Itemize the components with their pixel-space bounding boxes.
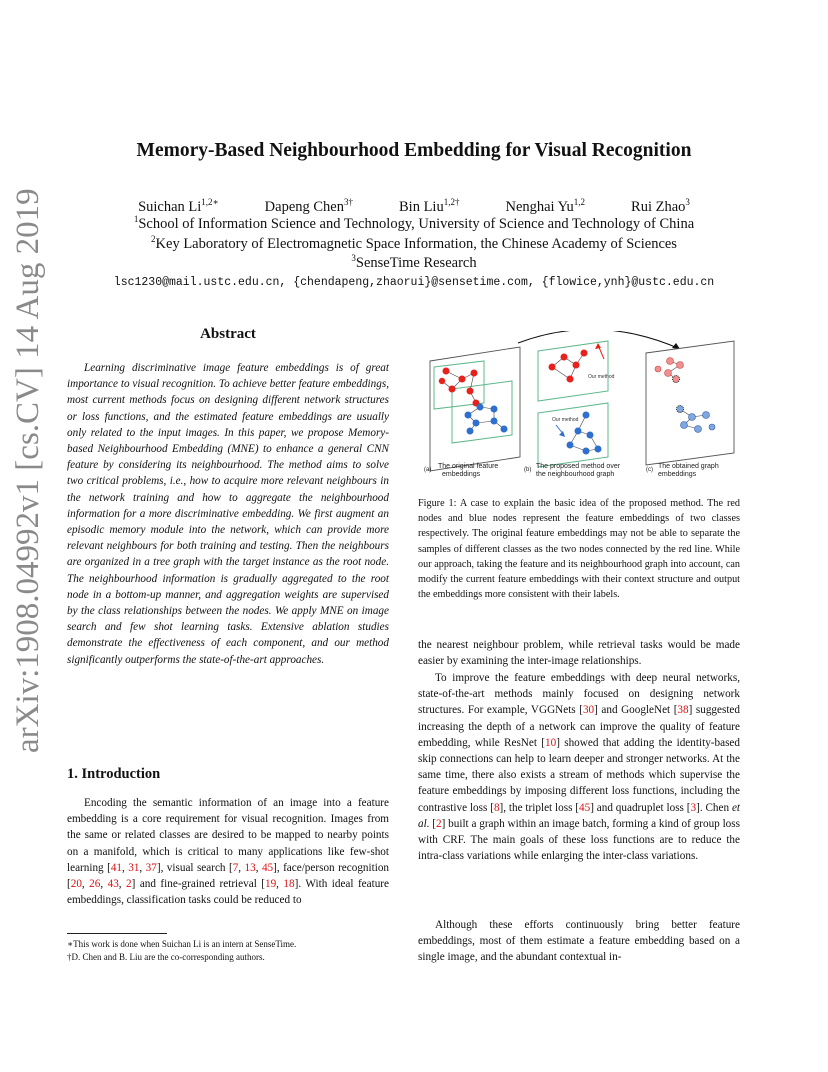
citation-link[interactable]: 13 [244,861,256,874]
text-run: , [122,861,129,874]
affiliation-1: $^1$School of Information Science and Technology, University of Science and Technology of China [133,214,695,232]
citation-link[interactable]: 10 [545,736,557,749]
text-run: ], visual search [ [156,861,233,874]
citation-link[interactable]: 45 [579,801,591,814]
text-run: , [139,861,146,874]
text-run: Encoding the semantic information of an image into a feature embedding is a core requirement for visual recognition. Images from the same or related classes are desired to be mapped to nearby points on a manifold, which is critical to many applications like few-shot learning [ [67,797,389,874]
citation-link[interactable]: 43 [107,878,119,891]
text-run: To improve the feature embeddings with deep neural networks, state-of-the-art methods mainly focused on designing network structures. For example, VGGNets [ [418,672,740,717]
author-list [0,197,828,216]
panel-b-bottom-frame [538,403,608,467]
citation-link[interactable]: 31 [128,861,140,874]
footnote-rule [67,933,167,934]
affiliation-2: $^2$Key Laboratory of Electromagnetic Space Information, the Chinese Academy of Sciences [151,234,677,252]
panel-c-frame [646,341,734,465]
panel-b-label-line1: The proposed method over [536,463,621,470]
citation-link[interactable]: 3 [690,801,697,814]
figure-1-caption: Figure 1: A case to explain the basic idea of the proposed method. The red nodes and blue nodes represent the feature embeddings of two classes respectively. The original feature embeddings may not be able to separate the samples of different classes as the two nodes connected by the red line. While our approach, taking the feature and its neighbourhood graph into account, can modify the current feature embeddings with their context structure and output the embeddings more consistent with their labels. [418,498,740,601]
citation-link[interactable]: 45 [261,861,274,874]
footnote-2: †D. Chen and B. Liu are the co-corresponding authors. [67,952,265,962]
text-run: ] suggested increasing the depth of a network can improve the quality of feature embedding, while ResNet [ [418,704,740,749]
paper-title: Memory-Based Neighbourhood Embedding for Visual Recognition [136,140,692,161]
text-run: ] and fine-grained retrieval [ [131,878,265,891]
text-run: ]. With ideal feature embeddings, classification tasks could be reduced to [67,878,389,907]
panel-b-top-our-method: Our method [588,374,615,380]
citation-link[interactable]: 41 [110,861,122,874]
author-2: Dapeng Chen$^{3\dagger}$ [264,197,353,215]
citation-link[interactable]: 38 [677,704,689,717]
citation-link[interactable]: 8 [493,801,500,814]
abstract-heading: Abstract [200,326,256,342]
panel-c-label-line2: embeddings [658,471,697,478]
citation-link[interactable]: 26 [89,878,101,891]
figure-1-diagram [418,331,740,481]
citation-link[interactable]: 18 [283,878,295,891]
text-run: ] built a graph within an image batch, forming a kind of group loss with CRF. The main goals of these loss functions are to reduce the intra-class variations while enlarging the inter-class variations. [418,817,740,863]
panel-c-tag: (c) [646,467,653,473]
panel-c-label-line1: The obtained graph [658,463,719,470]
author-emails: lsc1230@mail.ustc.edu.cn, {chendapeng,zhaorui}@sensetime.com, {flowice,ynh}@ustc.edu.cn [113,276,715,289]
text-run: [ [429,817,437,830]
citation-link[interactable]: 2 [436,817,442,830]
citation-link[interactable]: 30 [582,704,595,717]
right-paragraph-1: the nearest neighbour problem, while retrieval tasks would be made easier by examining the inter-image relationships. [418,639,740,668]
citation-link[interactable]: 19 [264,878,277,891]
text-run: ] and quadruplet loss [ [590,801,691,814]
intro-paragraph-1 [67,795,389,908]
citation-link[interactable]: 37 [145,861,157,874]
text-run: , [100,878,108,891]
citation-link[interactable]: 7 [232,861,239,874]
text-run: , [276,878,284,891]
panel-b-label-line2: the neighbourhood graph [536,471,615,478]
author-3: Bin Liu$^{1,2\dagger}$ [399,197,460,215]
abstract-text: Learning discriminative image feature embeddings is of great importance to visual recognition. To achieve better feature embeddings, most current methods focus on designing different network structures or loss functions, and the estimated feature embeddings are usually only related to the input images. In this paper, we propose Memory-based Neighbourhood Embedding (MNE) to enhance a general CNN feature by considering its neighbourhood. The method aims to solve two critical problems, i.e., how to acquire more relevant neighbours in the network training and how to aggregate the neighbourhood information for a more discriminative embedding. We first augment an episodic memory module into the network, which can provide more relevant neighbours for both training and testing. Then the neighbours are organized in a tree graph with the target instance as the root node. The neighbourhood information is gradually aggregated to the root node in a bottom-up manner, and aggregation weights are supervised by the class relationships between the nodes. We apply MNE on image search and few shot learning tasks. Extensive ablation studies demonstrate the effectiveness of each component, and our method significantly outperforms the state-of-the-art approaches. [67,362,389,666]
italic-text: et al. [418,801,741,830]
text-run: , [118,878,127,891]
footnote-1: ∗This work is done when Suichan Li is an intern at SenseTime. [67,939,297,949]
citation-link[interactable]: 2 [126,878,132,891]
text-run: , [81,878,90,891]
panel-b-tag: (b) [524,467,532,473]
text-run: ], face/person recognition [ [67,861,390,891]
panel-a-tag: (a) [424,467,432,473]
text-run: ]. Chen [696,801,732,814]
text-run: ] showed that adding the identity-based skip connections can help to learn deeper and stronger networks. At the same time, there also exists a stream of methods which supervise the feature embeddings by imposing different loss functions, including the contrastive loss [ [418,736,740,814]
right-paragraph-2 [418,670,740,864]
citation-link[interactable]: 20 [70,878,82,891]
panel-b-top-frame [538,341,608,401]
panel-a-label-line1: The original feature [438,463,499,470]
author-5: Rui Zhao$^3$ [631,197,690,215]
text-run: ], the triplet loss [ [499,801,580,814]
panel-b-bottom-our-method: Our method [552,417,579,423]
text-run: , [238,861,245,874]
author-4: Nenghai Yu$^{1,2}$ [505,197,586,215]
text-run: , [255,861,262,874]
panel-a-label-line2: embeddings [442,471,481,478]
affiliation-3: $^3$SenseTime Research [351,253,477,271]
section-heading-introduction: 1. Introduction [67,766,161,782]
arxiv-stamp: arXiv:1908.04992v1 [cs.CV] 14 Aug 2019 [10,188,46,753]
right-paragraph-3: Although these efforts continuously bring better feature embeddings, most of them estimate a feature embedding based on a single image, and the abundant contextual in- [418,919,740,964]
author-1: Suichan $Li^{1,2∗}$ [138,197,219,215]
text-run: ] and GoogleNet [ [594,704,678,717]
